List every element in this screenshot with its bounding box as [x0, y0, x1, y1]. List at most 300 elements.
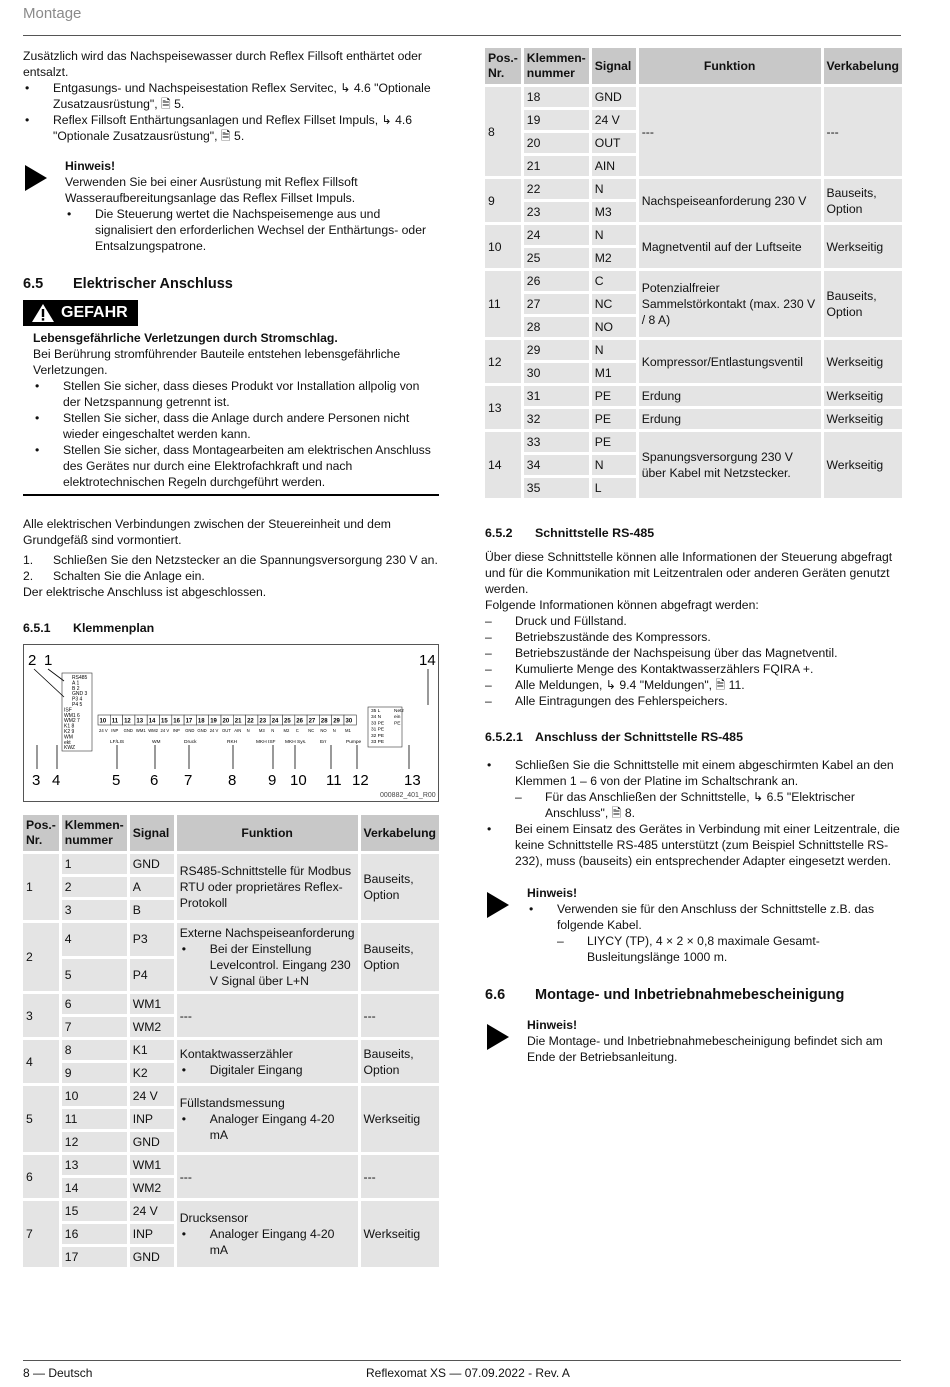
- wiring-cell: Bauseits, Option: [361, 854, 439, 920]
- subsection-heading: [23, 620, 439, 636]
- wiring-cell: Bauseits, Option: [361, 1040, 439, 1083]
- anschluss-sublist: [515, 789, 902, 821]
- terminal-cell: 2: [62, 877, 127, 897]
- signal-cell: WM1: [130, 1155, 174, 1175]
- terminal-cell: 4: [62, 923, 127, 956]
- function-cell: Potenzialfreier Sammelstörkontakt (max. 230 V / 8 A): [639, 271, 821, 337]
- terminal-cell: 9: [62, 1063, 127, 1083]
- rs485-text: Über diese Schnittstelle können alle Informationen der Steuerung abgefragt und für die Kommunikation mit Leitzentralen oder anderen Geräten genutzt werden.: [485, 550, 893, 596]
- terminal-signal: GND: [185, 728, 195, 733]
- function-bullet: • Bei der Einstellung Levelcontrol. Eingang 230 V Signal über L+N: [180, 941, 355, 989]
- table-row: [485, 271, 902, 291]
- block-label: P3 4: [72, 696, 83, 703]
- terminal-number: 30: [345, 718, 353, 725]
- block-label: GND 3: [72, 691, 88, 698]
- col-header: Pos.-Nr.: [23, 815, 59, 851]
- note-item: [527, 901, 902, 965]
- pos-cell: 1: [23, 854, 59, 920]
- terminal-cell: 29: [524, 340, 589, 360]
- terminal-number: 27: [308, 718, 316, 725]
- signal-cell: GND: [130, 1247, 174, 1267]
- terminal-cell: 19: [524, 110, 589, 130]
- table-row: [485, 409, 902, 429]
- step-number: 2.: [23, 569, 34, 583]
- terminal-signal: 24 V: [160, 728, 170, 733]
- terminal-diagram-svg: [24, 645, 438, 801]
- signal-cell: L: [592, 478, 636, 498]
- terminal-cell: 21: [524, 156, 589, 176]
- terminal-signal: N: [271, 728, 275, 733]
- terminal-cell: 34: [524, 455, 589, 475]
- block-label: K2 9: [64, 729, 75, 735]
- signal-cell: GND: [130, 854, 174, 874]
- block-label: ekt: [64, 739, 71, 746]
- callout-label: 5: [112, 772, 121, 789]
- note-arrow-icon: [485, 885, 527, 965]
- signal-cell: GND: [592, 87, 636, 107]
- col-header: Pos.-Nr.: [485, 48, 521, 84]
- signal-cell: K1: [130, 1040, 174, 1060]
- table-row: [485, 225, 902, 245]
- block-label: 35 L: [371, 709, 381, 714]
- block-label: ein: [394, 715, 401, 721]
- subsection-heading: [485, 729, 902, 745]
- section-title: Montage- und Inbetriebnahmebescheinigung: [535, 987, 845, 1003]
- note-subitem: – LIYCY (TP), 4 × 2 × 0,8 maximale Gesamt-Busleitungslänge 1000 m.: [557, 933, 902, 965]
- rs485-item: – Betriebszustände des Kompressors.: [485, 629, 902, 645]
- terminal-cell: 24: [524, 225, 589, 245]
- terminal-signal: INP: [111, 728, 119, 733]
- steps-list: [23, 552, 439, 584]
- block-label: WM2 7: [64, 718, 80, 725]
- running-header: Montage: [23, 5, 82, 22]
- pos-cell: 13: [485, 386, 521, 429]
- signal-cell: K2: [130, 1063, 174, 1083]
- footer-doc: Reflexomat XS — 07.09.2022 - Rev. A: [366, 1366, 570, 1380]
- signal-cell: WM2: [130, 1017, 174, 1037]
- leader-line: [34, 669, 64, 697]
- function-cell: [177, 1086, 358, 1152]
- table-row: [485, 386, 902, 406]
- col-header: Klemmen-nummer: [524, 48, 589, 84]
- terminal-number: 12: [124, 718, 131, 725]
- callout-label: 10: [290, 772, 307, 789]
- group-label: WM: [152, 740, 161, 745]
- function-cell: [177, 1201, 358, 1267]
- rs485-list: [485, 613, 902, 709]
- terminal-number: 23: [259, 718, 267, 725]
- section-number: 6.5.2.1: [485, 730, 523, 744]
- note-box: [485, 1017, 902, 1065]
- terminal-signal: WM2: [148, 728, 158, 733]
- intro-list: [23, 80, 439, 144]
- rs485-text2: Folgende Informationen können abgefragt werden:: [485, 598, 759, 612]
- table-row: [485, 179, 902, 199]
- col-header: Verkabelung: [824, 48, 902, 84]
- terminal-signal: N: [246, 728, 250, 733]
- table-row: [485, 87, 902, 107]
- note-arrow-icon: [485, 1017, 527, 1065]
- section-number: 6.6: [485, 987, 506, 1003]
- signal-cell: M2: [592, 248, 636, 268]
- left-column: [23, 48, 439, 1270]
- table-header-row: [485, 48, 902, 84]
- terminal-number: 13: [136, 718, 144, 725]
- result-text: Der elektrische Anschluss ist abgeschlossen.: [23, 585, 267, 599]
- pos-cell: 10: [485, 225, 521, 268]
- table-row: [23, 1201, 439, 1221]
- signal-cell: 24 V: [130, 1086, 174, 1106]
- note-arrow-icon: [23, 158, 65, 254]
- note-item: • Die Steuerung wertet die Nachspeisemenge aus und signalisiert den erforderlichen Wechsel der Enthärtungs- oder Entsalzungspatrone.: [65, 206, 439, 254]
- terminal-cell: 28: [524, 317, 589, 337]
- block-label: KWZ: [64, 745, 76, 752]
- terminal-signal: M3: [258, 728, 265, 733]
- block-label: A 1: [72, 680, 80, 687]
- block-label: RS485: [72, 675, 88, 681]
- terminal-cell: 1: [62, 854, 127, 874]
- terminal-number: 25: [284, 718, 291, 725]
- terminal-cell: 26: [524, 271, 589, 291]
- figure-code: 000882_401_R00: [380, 792, 436, 799]
- callout-label: 14: [419, 652, 436, 669]
- wiring-cell: ---: [361, 1155, 439, 1198]
- function-cell: ---: [639, 87, 821, 176]
- terminal-number: 22: [247, 718, 254, 725]
- callout-label: 11: [326, 772, 342, 789]
- note-item-text: Verwenden sie für den Anschluss der Schnittstelle z.B. das folgende Kabel.: [557, 902, 875, 932]
- warning-icon: [31, 303, 55, 323]
- anschluss-item: [485, 757, 902, 821]
- callout-label: 2: [28, 652, 37, 669]
- signal-cell: NC: [592, 294, 636, 314]
- terminal-number: 18: [197, 718, 205, 725]
- terminal-signal: N: [332, 728, 336, 733]
- step-item: [23, 552, 439, 568]
- wiring-cell: ---: [361, 994, 439, 1037]
- col-header: Signal: [592, 48, 636, 84]
- terminal-cell: 17: [62, 1247, 127, 1267]
- col-header: Klemmen-nummer: [62, 815, 127, 851]
- table-row: [23, 1040, 439, 1060]
- footer-page: 8 — Deutsch: [23, 1366, 93, 1380]
- function-cell: Erdung: [639, 409, 821, 429]
- callout-label: 12: [352, 772, 369, 789]
- block-label: WM1 6: [64, 712, 80, 719]
- terminal-table-right: [482, 45, 905, 501]
- wiring-cell: Werkseitig: [361, 1201, 439, 1267]
- section-heading: [485, 987, 902, 1003]
- danger-item: • Stellen Sie sicher, dass Montagearbeiten am elektrischen Anschluss des Gerätes nur durch eine Elektrofachkraft und nach elektrotechnischen Regeln durchgeführt werden.: [33, 442, 439, 490]
- terminal-cell: 8: [62, 1040, 127, 1060]
- pos-cell: 11: [485, 271, 521, 337]
- terminal-number: 15: [161, 718, 168, 725]
- note-box: [485, 885, 902, 965]
- callout-label: 1: [44, 652, 53, 669]
- pos-cell: 14: [485, 432, 521, 498]
- wiring-cell: Werkseitig: [361, 1086, 439, 1152]
- note-title: Hinweis!: [65, 159, 116, 173]
- pos-cell: 2: [23, 923, 59, 991]
- terminal-number: 24: [271, 718, 279, 725]
- terminal-cell: 27: [524, 294, 589, 314]
- danger-text: Bei Berührung stromführender Bauteile entstehen lebensgefährliche Verletzungen.: [33, 347, 401, 377]
- group-label: MKH Sys.: [285, 740, 307, 745]
- table-row: [23, 994, 439, 1014]
- block-label: PE: [394, 721, 401, 727]
- terminal-cell: 12: [62, 1132, 127, 1152]
- function-cell: Magnetventil auf der Luftseite: [639, 225, 821, 268]
- terminal-signal: GND: [197, 728, 207, 733]
- note-list: [65, 206, 439, 254]
- terminal-cell: 30: [524, 363, 589, 383]
- terminal-signal: GND: [123, 728, 133, 733]
- anschluss-item: [485, 821, 902, 869]
- callout-label: 13: [404, 772, 421, 789]
- rs485-item: – Kumulierte Menge des Kontaktwasserzählers FQIRA +.: [485, 661, 902, 677]
- terminal-cell: 15: [62, 1201, 127, 1221]
- terminal-cell: 35: [524, 478, 589, 498]
- function-cell: [177, 1040, 358, 1083]
- note-sublist: [557, 933, 902, 965]
- anschluss-list: [485, 757, 902, 869]
- step-item: [23, 568, 439, 584]
- block-label: 33 PE: [371, 740, 385, 745]
- signal-cell: PE: [592, 409, 636, 429]
- section-title: Klemmenplan: [73, 621, 155, 635]
- signal-cell: NO: [592, 317, 636, 337]
- pos-cell: 6: [23, 1155, 59, 1198]
- note-text: Die Montage- und Inbetriebnahmebescheinigung befindet sich am Ende der Betriebsanleitung.: [527, 1034, 883, 1064]
- danger-box: [23, 330, 439, 496]
- terminal-table-left: [20, 812, 442, 1270]
- group-label: Druck: [184, 740, 197, 745]
- block-label: 34 N: [371, 715, 382, 721]
- function-bullet: • Analoger Eingang 4-20 mA: [180, 1111, 355, 1143]
- function-bullet: • Analoger Eingang 4-20 mA: [180, 1226, 355, 1258]
- signal-cell: N: [592, 179, 636, 199]
- terminal-cell: 25: [524, 248, 589, 268]
- function-text: Kontaktwasserzähler: [179, 1046, 293, 1061]
- block-label: WM: [64, 734, 73, 741]
- terminal-number: 16: [173, 718, 180, 725]
- signal-cell: M3: [592, 202, 636, 222]
- anschluss-subitem: – Für das Anschließen der Schnittstelle, ↳ 6.5 "Elektrischer Anschluss", 🗎 8.: [515, 789, 902, 821]
- intro-text: Zusätzlich wird das Nachspeisewasser durch Reflex Fillsoft enthärtet oder entsalzt.: [23, 49, 422, 79]
- function-cell: Spanungsversorgung 230 V über Kabel mit Netzstecker.: [639, 432, 821, 498]
- terminal-cell: 22: [524, 179, 589, 199]
- signal-cell: 24 V: [130, 1201, 174, 1221]
- block-label: P4 5: [72, 702, 83, 708]
- wiring-cell: Bauseits, Option: [361, 923, 439, 991]
- pos-cell: 4: [23, 1040, 59, 1083]
- terminal-number: 14: [148, 718, 156, 725]
- step-number: 1.: [23, 553, 34, 567]
- connection-text: Alle elektrischen Verbindungen zwischen der Steuereinheit und dem Grundgefäß sind vormontiert.: [23, 517, 391, 547]
- signal-cell: 24 V: [592, 110, 636, 130]
- group-label: Err: [320, 740, 327, 745]
- terminal-signal: 24 V: [99, 728, 108, 733]
- wiring-cell: Werkseitig: [824, 409, 902, 429]
- terminal-signal: WM1: [135, 728, 146, 733]
- block-label: K1 8: [64, 723, 75, 730]
- function-cell: Erdung: [639, 386, 821, 406]
- terminal-cell: 23: [524, 202, 589, 222]
- terminal-cell: 11: [62, 1109, 127, 1129]
- step-text: Schließen Sie den Netzstecker an die Spannungsversorgung 230 V an.: [53, 553, 438, 567]
- block-label: 31 PE: [371, 727, 385, 733]
- terminal-number: 26: [296, 718, 303, 725]
- col-header: Funktion: [177, 815, 358, 851]
- wiring-cell: Bauseits, Option: [824, 179, 902, 222]
- terminal-number: 19: [210, 718, 217, 725]
- terminal-cell: 18: [524, 87, 589, 107]
- signal-cell: WM2: [130, 1178, 174, 1198]
- table-row: [23, 1155, 439, 1175]
- note-title: Hinweis!: [527, 886, 578, 900]
- terminal-cell: 10: [62, 1086, 127, 1106]
- signal-cell: M1: [592, 363, 636, 383]
- block-label: ISF: [64, 707, 72, 714]
- block-label: Netz: [394, 709, 404, 714]
- signal-cell: INP: [130, 1224, 174, 1244]
- block-label: 33 PE: [371, 721, 385, 727]
- terminal-cell: 3: [62, 900, 127, 920]
- terminal-signal: NO: [320, 728, 327, 733]
- footer-rule: [23, 1360, 901, 1361]
- signal-cell: C: [592, 271, 636, 291]
- terminal-signal: M1: [345, 728, 351, 733]
- rs485-item: – Alle Meldungen, ↳ 9.4 "Meldungen", 🗎 11.: [485, 677, 902, 693]
- anschluss-text: Bei einem Einsatz des Gerätes in Verbindung mit einer Leitzentrale, die keine Schnittstelle RS-485 unterstützt (zum Beispiel Schnittstelle RS-232), muss (bauseits) ein entsprechender Adapter eingesetzt werden.: [515, 822, 900, 868]
- danger-title: Lebensgefährliche Verletzungen durch Stromschlag.: [33, 331, 338, 345]
- signal-cell: N: [592, 340, 636, 360]
- terminal-cell: 13: [62, 1155, 127, 1175]
- terminal-cell: 7: [62, 1017, 127, 1037]
- signal-cell: N: [592, 455, 636, 475]
- wiring-cell: Werkseitig: [824, 340, 902, 383]
- danger-list: [33, 378, 439, 490]
- intro-item: • Reflex Fillsoft Enthärtungsanlagen und Reflex Fillset Impuls, ↳ 4.6 "Optionale Zusatzausrüstung", 🗎 5.: [23, 112, 439, 144]
- function-cell: Kompressor/Entlastungsventil: [639, 340, 821, 383]
- group-label: Pumpe: [346, 740, 362, 745]
- wiring-cell: ---: [824, 87, 902, 176]
- block-label: B 2: [72, 685, 80, 692]
- callout-label: 9: [268, 772, 277, 789]
- terminal-cell: 14: [62, 1178, 127, 1198]
- danger-badge: [23, 300, 138, 326]
- signal-cell: WM1: [130, 994, 174, 1014]
- function-cell: [177, 923, 358, 991]
- signal-cell: B: [130, 900, 174, 920]
- table-row: [23, 923, 439, 956]
- terminal-signal: M2: [283, 728, 290, 733]
- signal-cell: INP: [130, 1109, 174, 1129]
- terminal-cell: 16: [62, 1224, 127, 1244]
- danger-item: • Stellen Sie sicher, dass die Anlage durch andere Personen nicht wieder eingeschaltet werden kann.: [33, 410, 439, 442]
- pos-cell: 12: [485, 340, 521, 383]
- group-label: RKH: [227, 740, 238, 745]
- leader-line: [48, 669, 64, 681]
- callout-label: 8: [228, 772, 237, 789]
- subsection-heading: [485, 525, 902, 541]
- pos-cell: 8: [485, 87, 521, 176]
- signal-cell: P4: [130, 959, 174, 992]
- section-heading: [23, 276, 439, 292]
- function-cell: [177, 854, 358, 920]
- signal-cell: P3: [130, 923, 174, 956]
- wiring-cell: Werkseitig: [824, 432, 902, 498]
- note-box: [23, 158, 439, 254]
- danger-item: • Stellen Sie sicher, dass dieses Produkt vor Installation allpolig von der Netzspannung getrennt ist.: [33, 378, 439, 410]
- section-title: Elektrischer Anschluss: [73, 276, 233, 292]
- rs485-item: – Betriebszustände der Nachspeisung über das Magnetventil.: [485, 645, 902, 661]
- terminal-signal: NC: [308, 728, 315, 733]
- terminal-number: 10: [99, 718, 107, 725]
- pos-cell: 3: [23, 994, 59, 1037]
- wiring-cell: Werkseitig: [824, 386, 902, 406]
- terminal-cell: 32: [524, 409, 589, 429]
- terminal-number: 28: [320, 718, 328, 725]
- section-number: 6.5.1: [23, 621, 51, 635]
- table-row: [23, 1086, 439, 1106]
- function-cell: [177, 994, 358, 1037]
- signal-cell: OUT: [592, 133, 636, 153]
- right-column: [485, 48, 902, 1065]
- table-row: [485, 340, 902, 360]
- function-cell: [177, 1155, 358, 1198]
- signal-cell: N: [592, 225, 636, 245]
- terminal-cell: 5: [62, 959, 127, 992]
- table-header-row: [23, 815, 439, 851]
- step-text: Schalten Sie die Anlage ein.: [53, 569, 205, 583]
- terminal-signal: OUT: [222, 728, 231, 733]
- section-number: 6.5: [23, 276, 44, 292]
- wiring-cell: Bauseits, Option: [824, 271, 902, 337]
- group-label: LF/LIS: [110, 740, 125, 745]
- section-number: 6.5.2: [485, 526, 513, 540]
- rs485-item: – Druck und Füllstand.: [485, 613, 902, 629]
- signal-cell: A: [130, 877, 174, 897]
- pos-cell: 9: [485, 179, 521, 222]
- terminal-signal: 24 V: [209, 728, 219, 733]
- col-header: Signal: [130, 815, 174, 851]
- terminal-number: 11: [111, 718, 119, 725]
- function-text: ---: [179, 1008, 192, 1023]
- table-row: [485, 432, 902, 452]
- header-rule: [23, 35, 901, 36]
- note-list: [527, 901, 902, 965]
- terminal-number: 20: [222, 718, 230, 725]
- note-text: Verwenden Sie bei einer Ausrüstung mit Reflex Fillsoft Wasseraufbereitungsanlage das Reflex Fillset Impuls.: [65, 175, 358, 205]
- terminal-number: 21: [234, 718, 242, 725]
- section-title: Schnittstelle RS-485: [535, 526, 655, 540]
- terminal-cell: 31: [524, 386, 589, 406]
- function-bullet: • Digitaler Eingang: [180, 1062, 355, 1078]
- section-title: Anschluss der Schnittstelle RS-485: [535, 730, 743, 744]
- function-text: Externe Nachspeiseanforderung: [179, 926, 355, 940]
- callout-label: 6: [150, 772, 159, 789]
- danger-badge-label: GEFAHR: [61, 304, 128, 321]
- terminal-signal: INP: [172, 728, 180, 733]
- callout-label: 3: [32, 772, 41, 789]
- terminal-cell: 33: [524, 432, 589, 452]
- pos-cell: 5: [23, 1086, 59, 1152]
- function-text: ---: [179, 1169, 192, 1184]
- note-title: Hinweis!: [527, 1018, 578, 1032]
- col-header: Funktion: [639, 48, 821, 84]
- terminal-number: 29: [333, 718, 340, 725]
